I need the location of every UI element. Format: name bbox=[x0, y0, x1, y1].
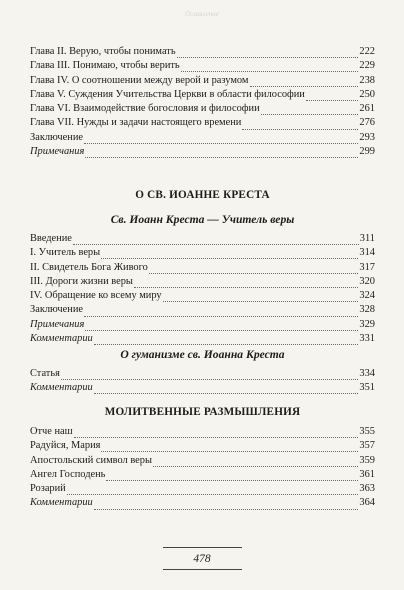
toc-entry-title: Отче наш bbox=[30, 426, 73, 437]
dot-leader bbox=[94, 335, 359, 345]
toc-entry bbox=[30, 289, 375, 303]
toc-entry-title: Комментарии bbox=[30, 382, 93, 394]
toc-entry-title: II. Свидетель Бога Живого bbox=[30, 261, 148, 273]
toc-entry-title: III. Дороги жизни веры bbox=[30, 275, 133, 287]
dot-leader bbox=[84, 307, 358, 317]
toc-entry bbox=[30, 261, 375, 275]
dot-leader bbox=[149, 264, 359, 274]
section-heading-john-of-the-cross: О СВ. ИОАННЕ КРЕСТА bbox=[135, 189, 270, 201]
dot-leader bbox=[177, 48, 359, 58]
toc-entry bbox=[30, 102, 375, 116]
toc-entry bbox=[30, 59, 375, 73]
dot-leader bbox=[94, 384, 359, 394]
toc-entry-title: Глава II. Верую, чтобы понимать bbox=[30, 46, 176, 57]
toc-top-entries bbox=[30, 45, 375, 159]
toc-entry-page: 364 bbox=[359, 497, 375, 509]
toc-entry-page: 334 bbox=[359, 368, 375, 379]
dot-leader bbox=[101, 249, 358, 259]
toc-entry bbox=[30, 482, 375, 496]
toc-entry-page: 331 bbox=[359, 333, 375, 345]
dot-leader bbox=[106, 471, 358, 481]
toc-section3-entries bbox=[30, 425, 375, 511]
toc-entry-page: 351 bbox=[359, 382, 375, 394]
toc-entry-title: Глава V. Суждения Учительства Церкви в области философии bbox=[30, 88, 305, 100]
dot-leader bbox=[101, 442, 358, 452]
toc-entry-page: 293 bbox=[359, 131, 375, 143]
toc-entry-page: 238 bbox=[359, 74, 375, 86]
toc-entry-page: 320 bbox=[359, 275, 375, 287]
dot-leader bbox=[261, 105, 359, 115]
toc-entry-page: 355 bbox=[359, 426, 375, 437]
toc-entry-page: 222 bbox=[359, 46, 375, 57]
dot-leader bbox=[67, 485, 359, 495]
toc-entry-title: Заключение bbox=[30, 304, 83, 316]
toc-entry-page: 357 bbox=[359, 440, 375, 452]
toc-entry-title: Глава III. Понимаю, чтобы верить bbox=[30, 60, 180, 72]
toc-entry bbox=[30, 425, 375, 439]
dot-leader bbox=[85, 321, 358, 331]
toc-entry-page: 359 bbox=[359, 454, 375, 466]
toc-entry bbox=[30, 439, 375, 453]
toc-entry-page: 363 bbox=[359, 483, 375, 495]
dot-leader bbox=[134, 278, 359, 288]
toc-entry-page: 261 bbox=[359, 103, 375, 115]
toc-entry bbox=[30, 131, 375, 145]
dot-leader bbox=[153, 457, 358, 467]
dot-leader bbox=[94, 500, 359, 510]
dot-leader bbox=[84, 134, 358, 144]
toc-entry-page: 324 bbox=[359, 290, 375, 302]
toc-entry bbox=[30, 496, 375, 510]
toc-entry bbox=[30, 116, 375, 130]
dot-leader bbox=[85, 148, 358, 158]
toc-entry-page: 250 bbox=[359, 88, 375, 100]
toc-entry-title: Комментарии bbox=[30, 333, 93, 345]
toc-entry-title: Комментарии bbox=[30, 497, 93, 509]
toc-entry-page: 229 bbox=[359, 60, 375, 72]
toc-entry-page: 276 bbox=[359, 117, 375, 129]
toc-entry-title: Примечания bbox=[30, 146, 85, 158]
toc-entry bbox=[30, 332, 375, 346]
toc-entry bbox=[30, 45, 375, 59]
toc-entry-title: Розарий bbox=[30, 483, 66, 495]
dot-leader bbox=[163, 292, 359, 302]
dot-leader bbox=[181, 62, 359, 72]
dot-leader bbox=[73, 235, 359, 245]
toc-entry-title: I. Учитель веры bbox=[30, 247, 101, 259]
toc-entry bbox=[30, 145, 375, 159]
page-number-rule-top bbox=[163, 547, 242, 548]
toc-entry bbox=[30, 275, 375, 289]
toc-entry-title: Глава VI. Взаимодействие богословия и философии bbox=[30, 103, 260, 115]
toc-entry bbox=[30, 468, 375, 482]
toc-entry-title: Ангел Господень bbox=[30, 468, 106, 480]
toc-entry bbox=[30, 367, 375, 381]
toc-entry-page: 311 bbox=[359, 233, 375, 244]
dot-leader bbox=[242, 120, 358, 130]
toc-entry bbox=[30, 74, 375, 88]
page-number: 478 bbox=[193, 553, 211, 565]
toc-entry-title: Примечания bbox=[30, 318, 85, 330]
subheading-teacher-of-faith: Св. Иоанн Креста — Учитель веры bbox=[110, 213, 295, 226]
toc-entry bbox=[30, 318, 375, 332]
toc-entry bbox=[30, 232, 375, 246]
dot-leader bbox=[250, 77, 359, 87]
toc-entry bbox=[30, 303, 375, 317]
subheading-humanism: О гуманизме св. Иоанна Креста bbox=[120, 348, 285, 361]
toc-entry bbox=[30, 88, 375, 102]
toc-entry-page: 329 bbox=[359, 318, 375, 330]
toc-section1-entries bbox=[30, 232, 375, 346]
toc-entry-page: 328 bbox=[359, 304, 375, 316]
toc-entry-title: Введение bbox=[30, 233, 72, 244]
running-header-bleed: Оглавление bbox=[185, 10, 219, 18]
toc-entry-title: IV. Обращение ко всему миру bbox=[30, 290, 162, 302]
toc-entry-title: Радуйся, Мария bbox=[30, 440, 101, 452]
toc-entry-page: 314 bbox=[359, 247, 375, 259]
toc-entry-title: Глава VII. Нужды и задачи настоящего времени bbox=[30, 117, 242, 129]
section-heading-prayer-meditations: МОЛИТВЕННЫЕ РАЗМЫШЛЕНИЯ bbox=[104, 406, 301, 418]
toc-entry bbox=[30, 246, 375, 260]
dot-leader bbox=[61, 370, 359, 380]
toc-entry-page: 317 bbox=[359, 261, 375, 273]
toc-entry-title: Заключение bbox=[30, 131, 83, 143]
toc-entry bbox=[30, 381, 375, 395]
toc-entry-title: Апостольский символ веры bbox=[30, 454, 152, 466]
toc-entry bbox=[30, 454, 375, 468]
page-number-rule-bottom bbox=[163, 569, 242, 570]
dot-leader bbox=[74, 428, 359, 438]
toc-entry-title: Статья bbox=[30, 368, 60, 379]
toc-entry-page: 299 bbox=[359, 146, 375, 158]
toc-section2-entries bbox=[30, 367, 375, 396]
toc-entry-title: Глава IV. О соотношении между верой и разумом bbox=[30, 74, 249, 86]
dot-leader bbox=[306, 91, 359, 101]
toc-entry-page: 361 bbox=[359, 468, 375, 480]
